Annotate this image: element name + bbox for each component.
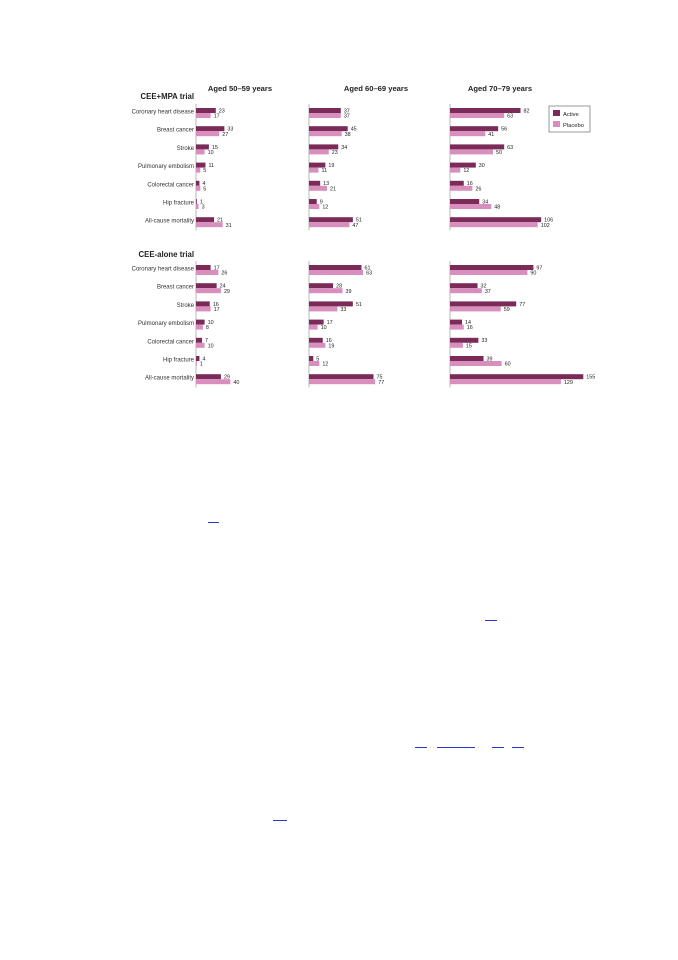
category-label: Pulmonary embolism [137,164,194,171]
data-label-active: 34 [341,144,348,151]
legend-swatch-placebo [553,121,560,127]
bar-placebo [309,325,318,330]
data-label-active: 97 [536,265,543,272]
bar-active [196,108,216,113]
data-label-active: 51 [355,217,362,224]
category-label: Hip fracture [162,357,194,364]
data-label-active: 5 [316,356,320,363]
data-label-active: 45 [350,126,357,133]
bar-placebo [450,379,561,384]
data-label-placebo: 47 [352,222,359,229]
data-label-placebo: 26 [475,186,482,193]
data-label-placebo: 40 [233,379,240,386]
bar-active [309,126,348,131]
bar-active [309,320,324,325]
bar-active [450,283,478,288]
reference-link[interactable] [415,747,427,748]
data-label-placebo: 37 [484,288,491,295]
data-label-active: 1 [199,199,203,206]
data-label-placebo: 15 [465,343,472,350]
data-label-placebo: 29 [223,288,230,295]
bar-placebo [196,149,205,154]
data-label-placebo: 77 [378,379,385,386]
data-label-active: 16 [325,338,332,345]
bar-active [450,301,516,306]
bar-active [450,217,541,222]
category-label: Colorectal cancer [147,182,194,189]
column-title: Aged 50–59 years [207,84,273,93]
data-label-placebo: 33 [340,307,347,313]
bar-placebo [309,168,318,173]
data-label-active: 28 [336,283,343,290]
data-label-active: 17 [326,320,333,326]
bar-active [309,108,341,113]
category-label: Breast cancer [156,127,194,134]
data-label-active: 51 [355,301,362,308]
category-label: Coronary heart disease [131,266,194,273]
bar-active [196,217,214,222]
data-label-active: 39 [486,356,493,363]
bar-placebo [196,306,211,311]
bar-active [309,217,353,222]
bar-placebo [196,325,203,330]
data-label-active: 34 [482,199,489,206]
data-label-active: 32 [480,283,487,290]
data-label-active: 61 [364,265,371,272]
data-label-placebo: 48 [494,204,501,211]
bar-placebo [309,113,341,118]
bar-active [196,163,205,168]
data-label-placebo: 59 [503,307,510,313]
data-label-active: 23 [218,108,225,115]
bar-active [196,199,197,204]
data-label-placebo: 41 [488,131,495,138]
data-label-placebo: 63 [507,113,514,120]
data-label-placebo: 60 [504,361,511,368]
bar-active [450,126,498,131]
data-label-placebo: 26 [221,270,228,277]
data-label-active: 29 [223,374,230,381]
bar-active [309,356,313,361]
bar-placebo [309,270,363,275]
bar-active [309,181,320,186]
data-label-active: 33 [227,126,234,133]
data-label-active: 63 [507,144,514,151]
bar-placebo [450,131,485,136]
bar-placebo [309,131,342,136]
column-title: Aged 60–69 years [343,84,409,93]
data-label-placebo: 19 [328,343,335,350]
legend-label-placebo: Placebo [563,123,584,129]
category-label: Stroke [176,302,194,309]
legend-swatch-active [553,110,560,116]
bar-placebo [450,222,538,227]
bar-placebo [450,343,463,348]
bar-placebo [450,149,493,154]
bar-placebo [450,113,504,118]
bar-placebo [309,204,319,209]
data-label-active: 16 [466,181,473,188]
data-label-placebo: 39 [345,288,352,295]
data-label-active: 30 [478,163,485,169]
data-label-placebo: 102 [540,222,550,229]
bar-active [309,374,374,379]
bar-active [196,181,199,186]
bar-placebo [196,288,221,293]
data-label-placebo: 12 [463,168,470,175]
column-title: Aged 70–79 years [467,84,533,93]
data-label-placebo: 10 [207,343,214,350]
bar-placebo [196,131,219,136]
category-label: Colorectal cancer [147,339,194,346]
bar-active [450,108,521,113]
data-label-active: 33 [481,338,488,345]
reference-link[interactable] [273,820,287,821]
category-label: All-cause mortality [144,218,194,225]
data-label-placebo: 10 [320,325,327,332]
reference-link[interactable] [512,747,524,748]
data-label-placebo: 27 [222,131,229,138]
reference-link[interactable] [208,522,219,523]
bar-active [196,320,205,325]
bar-active [309,283,333,288]
category-label: Hip fracture [162,200,194,207]
data-label-active: 13 [323,181,330,188]
bar-active [309,301,353,306]
bar-active [196,338,202,343]
bar-active [450,338,478,343]
data-label-active: 37 [343,108,350,115]
data-label-placebo: 3 [201,204,205,211]
data-label-placebo: 10 [207,150,214,156]
data-label-placebo: 12 [322,204,329,211]
bar-placebo [309,343,325,348]
bar-active [309,338,323,343]
bar-active [196,356,199,361]
data-label-placebo: 129 [563,379,573,386]
data-label-active: 17 [213,265,220,272]
category-label: Pulmonary embolism [137,321,194,328]
bar-active [196,265,211,270]
data-label-active: 106 [544,217,554,224]
data-label-placebo: 63 [366,270,373,277]
bar-placebo [450,168,460,173]
data-label-placebo: 1 [199,361,203,368]
bar-placebo [309,222,349,227]
bar-active [450,181,464,186]
legend-label-active: Active [563,112,579,118]
bar-placebo [196,343,205,348]
data-label-placebo: 5 [203,186,207,193]
data-label-placebo: 50 [496,150,502,156]
bar-active [450,320,462,325]
data-label-active: 10 [207,320,214,326]
bar-placebo [450,270,527,275]
bar-placebo [196,113,211,118]
reference-link[interactable] [485,620,497,621]
data-label-active: 19 [328,163,335,169]
bar-placebo [196,186,200,191]
data-label-active: 4 [202,181,206,188]
data-label-placebo: 90 [530,270,537,277]
bar-active [450,374,583,379]
bar-placebo [196,204,199,209]
bar-active [450,356,484,361]
data-label-placebo: 21 [330,186,337,193]
data-label-active: 21 [217,217,224,224]
data-label-placebo: 38 [344,131,351,138]
reference-link[interactable] [437,747,475,748]
data-label-placebo: 8 [205,325,209,332]
bar-active [309,265,361,270]
data-label-placebo: 12 [322,361,329,368]
bar-active [196,301,210,306]
data-label-placebo: 31 [225,222,232,229]
data-label-active: 77 [519,301,526,308]
bar-placebo [309,306,337,311]
category-label: Breast cancer [156,284,194,291]
data-label-active: 24 [219,283,226,290]
data-label-active: 11 [208,163,215,169]
data-label-active: 9 [319,199,323,206]
bar-active [309,163,325,168]
data-label-active: 7 [205,338,209,345]
bar-placebo [309,149,329,154]
panel-title: CEE+MPA trial [140,92,194,101]
data-label-active: 15 [211,144,218,151]
data-label-placebo: 5 [203,168,207,175]
bar-active [196,374,221,379]
category-label: Stroke [176,145,194,152]
data-label-placebo: 16 [466,325,473,332]
bar-active [196,126,224,131]
bar-active [309,144,338,149]
bar-placebo [450,325,464,330]
data-label-active: 16 [212,301,219,308]
bar-active [450,163,476,168]
data-label-placebo: 37 [343,113,350,120]
category-label: All-cause mortality [144,375,194,382]
bar-active [196,283,217,288]
bar-placebo [196,168,200,173]
data-label-placebo: 11 [321,168,328,175]
category-label: Coronary heart disease [131,109,194,116]
data-label-placebo: 17 [213,113,220,120]
bar-placebo [450,306,501,311]
data-label-placebo: 23 [331,150,338,156]
bar-placebo [309,379,375,384]
reference-link[interactable] [492,747,504,748]
bar-active [450,199,479,204]
bar-active [450,265,533,270]
data-label-active: 4 [202,356,206,363]
bar-placebo [450,361,502,366]
bar-active [309,199,317,204]
bar-active [196,144,209,149]
data-label-placebo: 17 [213,307,220,313]
panel-title: CEE-alone trial [138,250,194,259]
bar-placebo [196,361,197,366]
bar-active [450,144,504,149]
data-label-active: 155 [586,374,596,381]
bar-placebo [450,288,482,293]
data-label-active: 82 [523,108,530,115]
data-label-active: 56 [501,126,508,133]
data-label-active: 14 [465,320,472,326]
data-label-active: 75 [376,374,383,381]
